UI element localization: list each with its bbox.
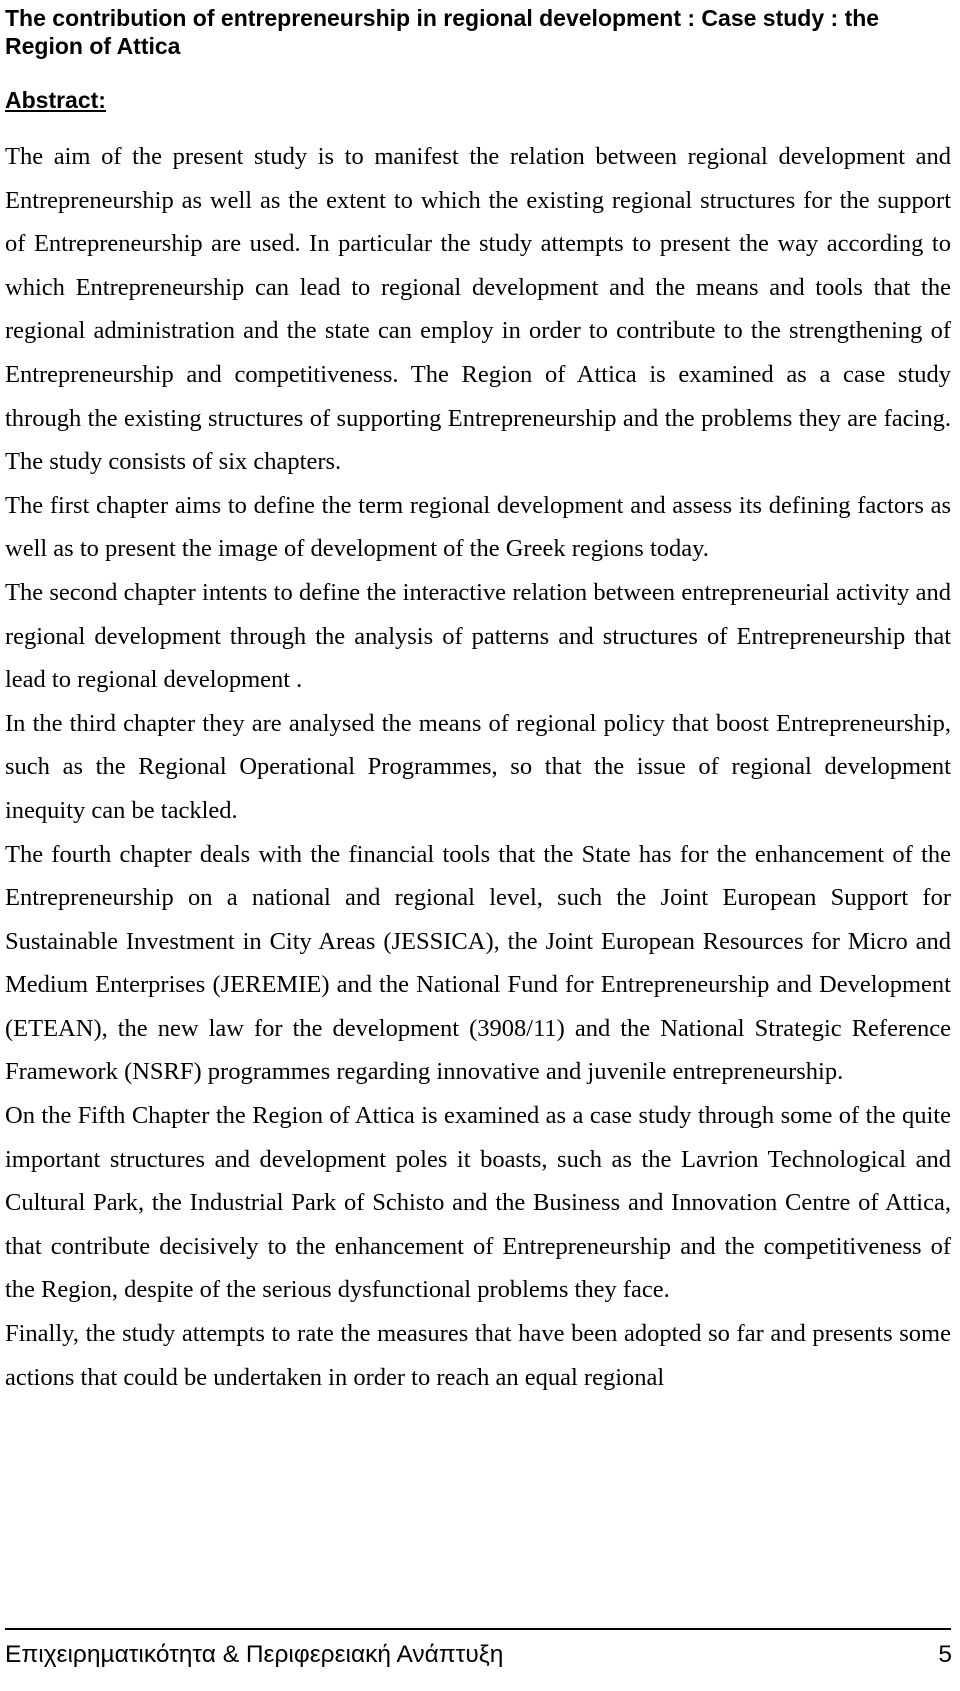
document-title: The contribution of entrepreneurship in regional development : Case study : the Region of Attica bbox=[5, 5, 880, 59]
paragraph-chapter-3: In the third chapter they are analysed the means of regional policy that boost Entrepreneurship, such as the Regional Operational Programmes, so that the issue of regional development inequity can be tackled. bbox=[5, 709, 951, 824]
paragraph-chapter-2: The second chapter intents to define the interactive relation between entrepreneurial activity and regional development through the analysis of patterns and structures of Entrepreneurship that lead to regional development . bbox=[5, 578, 951, 694]
page-number: 5 bbox=[938, 1641, 952, 1668]
footer-running-title: Επιχειρηµατικότητα & Περιφερειακή Ανάπτυξη bbox=[5, 1641, 504, 1668]
paragraph-intro: The aim of the present study is to manifest the relation between regional development and Entrepreneurship as well as the extent to which the existing regional structures for the support of Entrepreneurship are used. In particular the study attempts to present the way according to which Entrepreneurship can lead to regional development and the means and tools that the regional administration and the state can employ in order to contribute to the strengthening of Entrepreneurship and competitiveness. The Region of Attica is examined as a case study through the existing structures of supporting Entrepreneurship and the problems they are facing. The study consists of six chapters. bbox=[5, 143, 951, 476]
paragraph-chapter-5: On the Fifth Chapter the Region of Attica is examined as a case study through some of the quite important structures and development poles it boasts, such as the Lavrion Technological and Cultural Park, the Industrial Park of Schisto and the Business and Innovation Centre of Attica, that contribute decisively to the enhancement of Entrepreneurship and the competitiveness of the Region, despite of the serious dysfunctional problems they face. bbox=[5, 1102, 951, 1304]
abstract-body bbox=[5, 135, 951, 1399]
paragraph-chapter-4: The fourth chapter deals with the financial tools that the State has for the enhancement of the Entrepreneurship on a national and regional level, such the Joint European Support for Sustainable Investment in City Areas (JESSICA), the Joint European Resources for Micro and Medium Enterprises (JEREMIE) and the National Fund for Entrepreneurship and Development (ETEAN), the new law for the development (3908/11) and the National Strategic Reference Framework (NSRF) programmes regarding innovative and juvenile entrepreneurship. bbox=[5, 840, 951, 1086]
abstract-heading: Abstract: bbox=[5, 87, 106, 113]
paragraph-conclusion: Finally, the study attempts to rate the measures that have been adopted so far and presents some actions that could be undertaken in order to reach an equal regional bbox=[5, 1320, 951, 1391]
footer-divider bbox=[5, 1628, 951, 1630]
paragraph-chapter-1: The first chapter aims to define the term regional development and assess its defining factors as well as to present the image of development of the Greek regions today. bbox=[5, 491, 951, 563]
